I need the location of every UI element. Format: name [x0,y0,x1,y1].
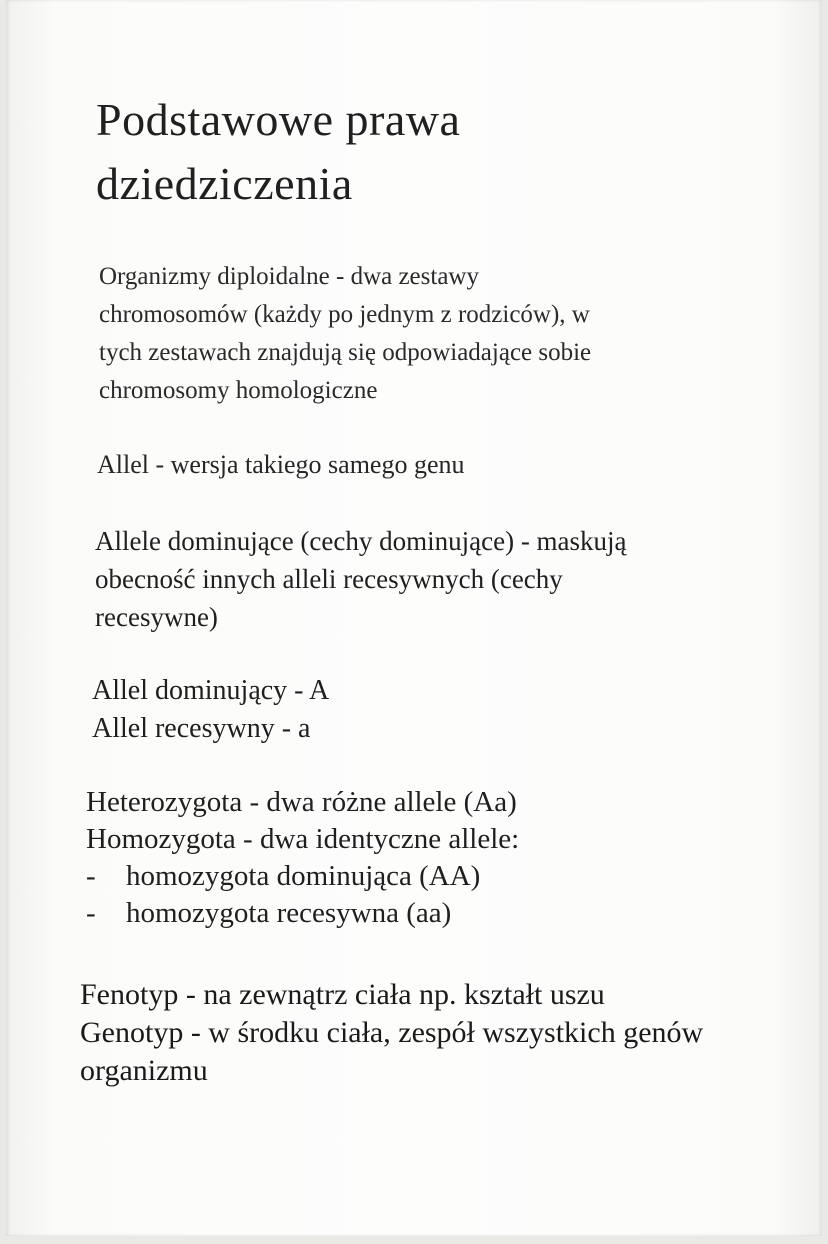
list-item [86,858,519,895]
zygosity-section [86,784,519,932]
text-line: recesywne) [95,602,218,632]
text-line: Heterozygota - dwa różne allele (Aa) [86,786,517,818]
title-line: dziedziczenia [96,158,353,209]
list-item-text: homozygota dominująca (AA) [126,860,481,892]
text-line: organizmu [80,1054,208,1087]
diploid-paragraph [99,258,591,410]
bullet-marker: - [86,897,96,929]
text-line: Fenotyp - na zewnątrz ciała np. kształt uszu [80,978,605,1011]
bullet-marker: - [86,860,96,892]
text-line: Allele dominujące (cechy dominujące) - maskują [95,526,627,556]
page-title [96,88,460,216]
text-line: Allel dominujący - A [92,675,330,706]
text-line: Homozygota - dwa identyczne allele: [86,823,520,855]
text-line: Organizmy diploidalne - dwa zestawy [99,263,479,290]
text-line: Genotyp - w środku ciała, zespół wszystkich genów [80,1016,704,1049]
phenotype-genotype-paragraph [80,976,703,1090]
text-line: chromosomy homologiczne [99,377,378,404]
paper-sheet [6,0,822,1236]
list-item-text: homozygota recesywna (aa) [126,897,452,929]
text-line: Allel recesywny - a [92,713,311,744]
dominant-alleles-paragraph [95,522,627,636]
text-line: tych zestawach znajdują się odpowiadające sobie [99,339,592,366]
text-line: Allel - wersja takiego samego genu [97,450,465,479]
allel-definition [97,446,465,484]
list-item [86,895,519,932]
title-line: Podstawowe prawa [96,94,461,145]
allele-symbols [92,672,329,748]
text-line: chromosomów (każdy po jednym z rodziców), w [99,301,590,328]
text-line: obecność innych alleli recesywnych (cechy [95,564,563,594]
